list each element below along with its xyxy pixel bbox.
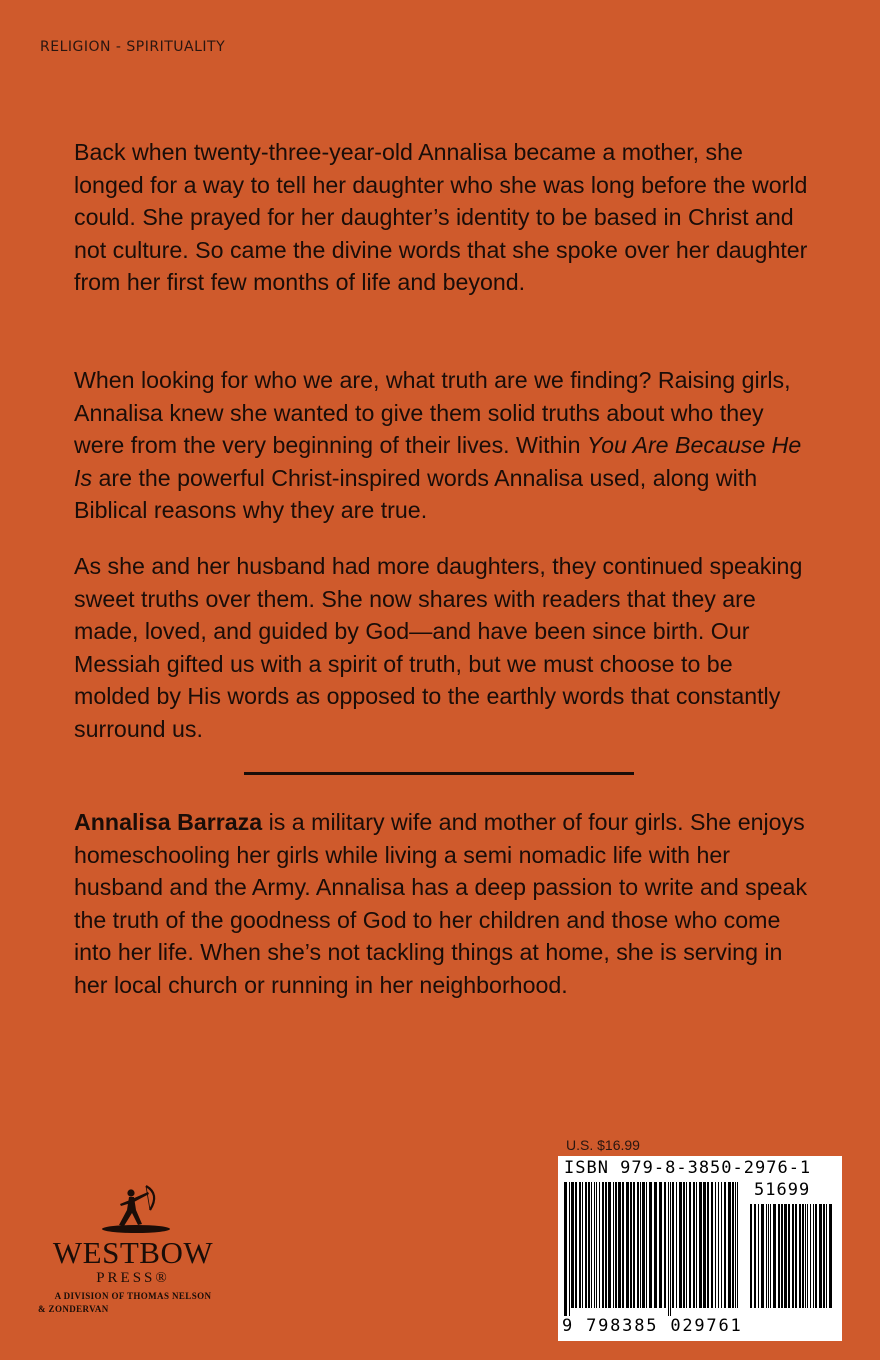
- barcode-bar: [646, 1182, 647, 1308]
- barcode-bar: [622, 1182, 624, 1308]
- barcode-bar: [823, 1204, 825, 1308]
- barcode-bar: [630, 1182, 632, 1308]
- barcode-bar: [608, 1182, 611, 1308]
- barcode-bar: [781, 1204, 783, 1308]
- barcode-bar: [582, 1182, 583, 1308]
- barcode-addon-number: 51699: [754, 1180, 811, 1200]
- isbn-label: ISBN 979-8-3850-2976-1: [564, 1158, 812, 1178]
- barcode-bar: [758, 1204, 759, 1308]
- barcode-bar: [575, 1182, 577, 1308]
- barcode-bar: [805, 1204, 806, 1308]
- barcode-bar: [784, 1204, 787, 1308]
- author-bio: [74, 806, 814, 1001]
- barcode-bar: [640, 1182, 641, 1308]
- barcode-bar: [613, 1182, 614, 1308]
- category-label: RELIGION - SPIRITUALITY: [40, 39, 226, 55]
- barcode-bar: [637, 1182, 639, 1308]
- book-title: You Are Because He Is: [74, 432, 802, 491]
- barcode-bar: [795, 1204, 797, 1308]
- barcode-bar: [605, 1182, 607, 1308]
- barcode-bar: [659, 1182, 662, 1308]
- barcode-bar: [668, 1182, 669, 1316]
- barcode-bar: [766, 1204, 767, 1308]
- barcode-bar: [676, 1182, 677, 1308]
- addon-barcode-bars: [748, 1204, 836, 1316]
- barcode-bar: [703, 1182, 706, 1308]
- barcode-bar: [585, 1182, 587, 1308]
- barcode-bar: [649, 1182, 652, 1308]
- barcode-bar: [721, 1182, 722, 1308]
- barcode-bar: [807, 1204, 808, 1308]
- blurb-paragraph-2-start: When looking for who we are, what truth are we finding? Raising girls, Annalisa knew she wanted to give them solid truths about who they were from the very beginning of their lives. Within: [74, 367, 791, 458]
- publisher-press: PRESS®: [96, 1270, 170, 1286]
- barcode-bar: [815, 1204, 817, 1308]
- barcode-bar: [819, 1204, 822, 1308]
- barcode-bar: [715, 1182, 716, 1308]
- barcode-bar: [664, 1182, 666, 1308]
- barcode-bar: [699, 1182, 702, 1308]
- barcode-bar: [718, 1182, 719, 1308]
- barcode-bar: [707, 1182, 709, 1308]
- barcode-bar: [810, 1204, 811, 1308]
- barcode-bar: [696, 1182, 697, 1308]
- barcode-bar: [686, 1182, 687, 1308]
- barcode-bar: [679, 1182, 682, 1308]
- barcode-bar: [602, 1182, 604, 1308]
- ean-digits: 9 798385 029761: [562, 1316, 743, 1336]
- barcode-bar: [778, 1204, 780, 1308]
- ean-barcode-bars: [562, 1182, 742, 1316]
- barcode-bar: [768, 1204, 769, 1308]
- barcode-bar: [618, 1182, 621, 1308]
- isbn-barcode: [558, 1156, 842, 1341]
- barcode-bar: [642, 1182, 645, 1308]
- author-name: Annalisa Barraza: [74, 809, 263, 835]
- barcode-bar: [596, 1182, 597, 1308]
- barcode-bar: [711, 1182, 713, 1308]
- publisher-name: WESTBOW: [52, 1235, 214, 1270]
- barcode-bar: [579, 1182, 581, 1308]
- blurb-paragraph-2: [74, 364, 814, 527]
- barcode-bar: [615, 1182, 617, 1308]
- barcode-bar: [654, 1182, 657, 1308]
- barcode-bar: [672, 1182, 674, 1308]
- barcode-bar: [761, 1204, 764, 1308]
- barcode-bar: [754, 1204, 756, 1308]
- blurb-paragraph-2-end: are the powerful Christ-inspired words Annalisa used, along with Biblical reasons why they are true.: [74, 464, 758, 523]
- barcode-bar: [670, 1182, 671, 1316]
- barcode-bar: [750, 1204, 752, 1308]
- barcode-bar: [724, 1182, 726, 1308]
- barcode-bar: [788, 1204, 790, 1308]
- publisher-division: A DIVISION OF THOMAS NELSON: [54, 1291, 212, 1301]
- barcode-bar: [588, 1182, 590, 1308]
- blurb-paragraph-1: Back when twenty-three-year-old Annalisa became a mother, she longed for a way to tell her daughter who she was long before the world could. She prayed for her daughter’s identity to be based in Christ and not culture. So came the divine words that she spoke over her daughter from her first few months of life and beyond.: [74, 139, 808, 295]
- barcode-bar: [689, 1182, 691, 1308]
- barcode-bar: [594, 1182, 595, 1308]
- barcode-bar: [683, 1182, 685, 1308]
- barcode-bar: [792, 1204, 794, 1308]
- barcode-bar: [813, 1204, 814, 1308]
- barcode-bar: [770, 1204, 771, 1308]
- barcode-bar: [564, 1182, 567, 1316]
- section-divider: [244, 772, 634, 775]
- barcode-bar: [829, 1204, 832, 1308]
- barcode-bar: [799, 1204, 801, 1308]
- barcode-bar: [599, 1182, 600, 1308]
- barcode-bar: [737, 1182, 738, 1308]
- barcode-bar: [826, 1204, 827, 1308]
- barcode-bar: [732, 1182, 734, 1308]
- barcode-bar: [633, 1182, 635, 1308]
- archer-icon: [98, 1180, 178, 1236]
- barcode-bar: [693, 1182, 695, 1308]
- barcode-bar: [728, 1182, 731, 1308]
- blurb-paragraph-3: As she and her husband had more daughters, they continued speaking sweet truths over them. She now shares with readers that they are made, loved, and guided by God—and have been since birth. Our Messiah gifted us with a spirit of truth, but we must choose to be molded by His words as opposed to the earthly words that constantly surround us.: [74, 553, 803, 742]
- publisher-division-2: & ZONDERVAN: [38, 1304, 109, 1314]
- barcode-bar: [802, 1204, 804, 1308]
- author-bio-text: is a military wife and mother of four girls. She enjoys homeschooling her girls while living a semi nomadic life with her husband and the Army. Annalisa has a deep passion to write and speak the truth of the goodness of God to her children and those who come into her life. When she’s not tackling things at home, she is serving in her local church or running in her neighborhood.: [74, 809, 808, 998]
- barcode-bar: [735, 1182, 736, 1308]
- barcode-bar: [591, 1182, 592, 1308]
- westbow-press-logo: [30, 1180, 235, 1330]
- barcode-bar: [626, 1182, 629, 1308]
- price-label: U.S. $16.99: [566, 1137, 640, 1153]
- barcode-bar: [773, 1204, 776, 1308]
- barcode-bar: [571, 1182, 574, 1308]
- barcode-bar: [569, 1182, 570, 1316]
